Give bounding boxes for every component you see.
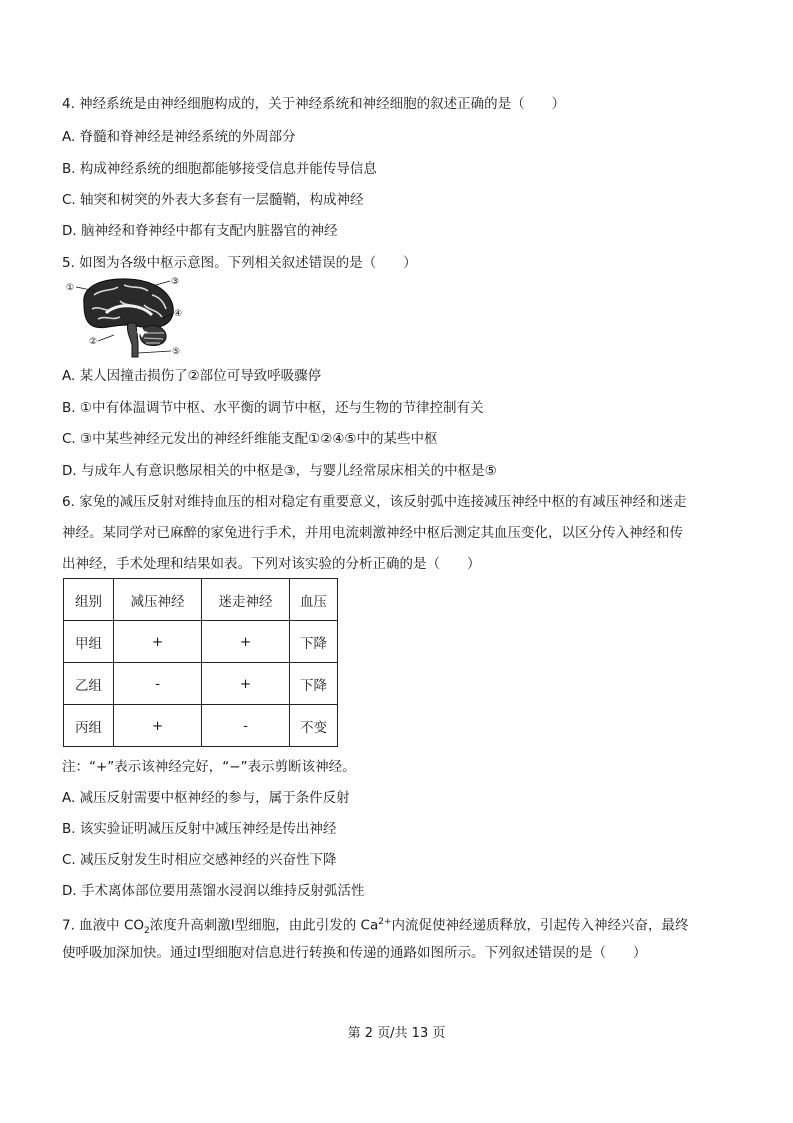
- table-cell: 下降: [290, 663, 338, 705]
- table-cell: +: [114, 705, 202, 747]
- label-1: ①: [66, 283, 75, 293]
- q4-option-d: D. 脑神经和脊神经中都有支配内脏器官的神经: [62, 223, 338, 239]
- q6-option-c: C. 减压反射发生时相应交感神经的兴奋性下降: [62, 852, 337, 868]
- table-cell: +: [202, 663, 290, 705]
- table-cell: -: [114, 663, 202, 705]
- label-2: ②: [89, 337, 98, 347]
- table-header: 减压神经: [114, 579, 202, 621]
- leader-3: [156, 281, 170, 285]
- leader-5: [138, 351, 171, 353]
- table-cell: 不变: [290, 705, 338, 747]
- experiment-table: [63, 578, 338, 747]
- q7-stem-line2: 使呼吸加深加快。通过Ⅰ型细胞对信息进行转换和传递的通路如图所示。下列叙述错误的是（ ）: [62, 945, 647, 961]
- q7-sup-2plus: 2+: [378, 917, 392, 927]
- q4-stem: 4. 神经系统是由神经细胞构成的，关于神经系统和神经细胞的叙述正确的是（ ）: [62, 96, 566, 112]
- q6-option-a: A. 减压反射需要中枢神经的参与，属于条件反射: [62, 790, 350, 806]
- table-cell: +: [202, 621, 290, 663]
- brain-centers-figure: [66, 273, 188, 359]
- q4-option-c: C. 轴突和树突的外表大多套有一层髓鞘，构成神经: [62, 192, 364, 208]
- q7-stem-line1: [62, 913, 689, 940]
- q4-option-b: B. 构成神经系统的细胞都能够接受信息并能传导信息: [62, 161, 377, 177]
- q6-stem-line2: 神经。某同学对已麻醉的家兔进行手术，并用电流刺激神经中枢后测定其血压变化，以区分传入神经和传: [62, 525, 683, 541]
- table-row: [64, 663, 338, 705]
- q4-option-a: A. 脊髓和脊神经是神经系统的外周部分: [62, 129, 296, 145]
- label-3: ③: [171, 277, 180, 287]
- q5-option-c: C. ③中某些神经元发出的神经纤维能支配①②④⑤中的某些中枢: [62, 431, 438, 447]
- table-row: [64, 621, 338, 663]
- brainstem-shape: [127, 323, 138, 357]
- table-cell: 下降: [290, 621, 338, 663]
- page-footer: 第 2 页/共 13 页: [347, 1026, 446, 1041]
- q5-stem: 5. 如图为各级中枢示意图。下列相关叙述错误的是（ ）: [62, 255, 417, 271]
- table-header: 组别: [64, 579, 114, 621]
- table-header-row: [64, 579, 338, 621]
- table-header: 迷走神经: [202, 579, 290, 621]
- table-cell: -: [202, 705, 290, 747]
- table-header: 血压: [290, 579, 338, 621]
- q6-stem-line1: 6. 家兔的减压反射对维持血压的相对稳定有重要意义，该反射弧中连接减压神经中枢的有减压神经和迷走: [62, 494, 687, 510]
- label-5: ⑤: [172, 347, 181, 357]
- table-cell: +: [114, 621, 202, 663]
- table-cell: 甲组: [64, 621, 114, 663]
- label-4: ④: [174, 309, 183, 319]
- q6-option-d: D. 手术离体部位要用蒸馏水浸润以维持反射弧活性: [62, 883, 365, 899]
- q5-option-a: A. 某人因撞击损伤了②部位可导致呼吸骤停: [62, 368, 322, 384]
- q6-option-b: B. 该实验证明减压反射中减压神经是传出神经: [62, 821, 337, 837]
- table-cell: 丙组: [64, 705, 114, 747]
- q5-option-d: D. 与成年人有意识憋尿相关的中枢是③，与婴儿经常尿床相关的中枢是⑤: [62, 463, 497, 479]
- q6-note: 注：“+”表示该神经完好，“−”表示剪断该神经。: [62, 759, 356, 775]
- leader-2: [98, 335, 114, 341]
- q6-stem-line3: 出神经，手术处理和结果如表。下列对该实验的分析正确的是（ ）: [62, 556, 481, 572]
- q7-text-c: 内流促使神经递质释放，引起传入神经兴奋，最终: [391, 917, 689, 934]
- q7-text-b: 浓度升高刺激Ⅰ型细胞，由此引发的 Ca: [149, 917, 379, 934]
- q5-option-b: B. ①中有体温调节中枢、水平衡的调节中枢，还与生物的节律控制有关: [62, 400, 484, 416]
- table-cell: 乙组: [64, 663, 114, 705]
- q7-text-a: 7. 血液中 CO: [62, 917, 145, 934]
- table-row: [64, 705, 338, 747]
- q7-sub-2: 2: [144, 926, 150, 937]
